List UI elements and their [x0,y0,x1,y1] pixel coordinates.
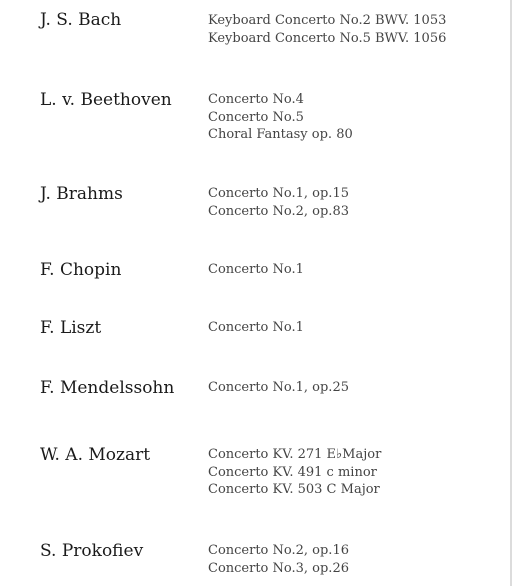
work-item: Keyboard Concerto No.2 BWV. 1053 [208,13,447,28]
works-list [208,542,349,577]
work-item: Concerto No.1, op.15 [208,186,349,201]
work-item: Choral Fantasy op. 80 [208,127,353,142]
composer-name: F. Liszt [40,318,102,338]
composer-name: F. Chopin [40,260,122,280]
work-item: Concerto No.2, op.83 [208,203,349,219]
works-list [208,12,446,47]
works-list [208,446,381,499]
work-item: Concerto KV. 491 c minor [208,464,377,480]
work-item: Concerto No.1, op.25 [208,380,349,395]
composer-name: S. Prokofiev [40,541,144,561]
works-list [208,379,349,397]
works-list [208,91,353,144]
work-item: Concerto No.5 [208,109,304,125]
work-item: Concerto No.1 [208,262,304,277]
work-item: Concerto KV. 503 C Major [208,482,380,497]
work-item: Concerto KV. 271 E♭Major [208,447,382,462]
works-list [208,319,304,337]
composer-name: J. S. Bach [40,10,122,30]
works-list [208,261,304,279]
composer-name: W. A. Mozart [40,445,151,465]
work-item: Concerto No.4 [208,92,304,107]
composer-name: J. Brahms [40,184,123,204]
work-item: Concerto No.2, op.16 [208,543,349,558]
composer-name: F. Mendelssohn [40,378,175,398]
work-item: Concerto No.1 [208,320,304,335]
work-item: Concerto No.3, op.26 [208,560,349,576]
composer-name: L. v. Beethoven [40,90,172,110]
works-list [208,185,349,220]
work-item: Keyboard Concerto No.5 BWV. 1056 [208,30,447,46]
